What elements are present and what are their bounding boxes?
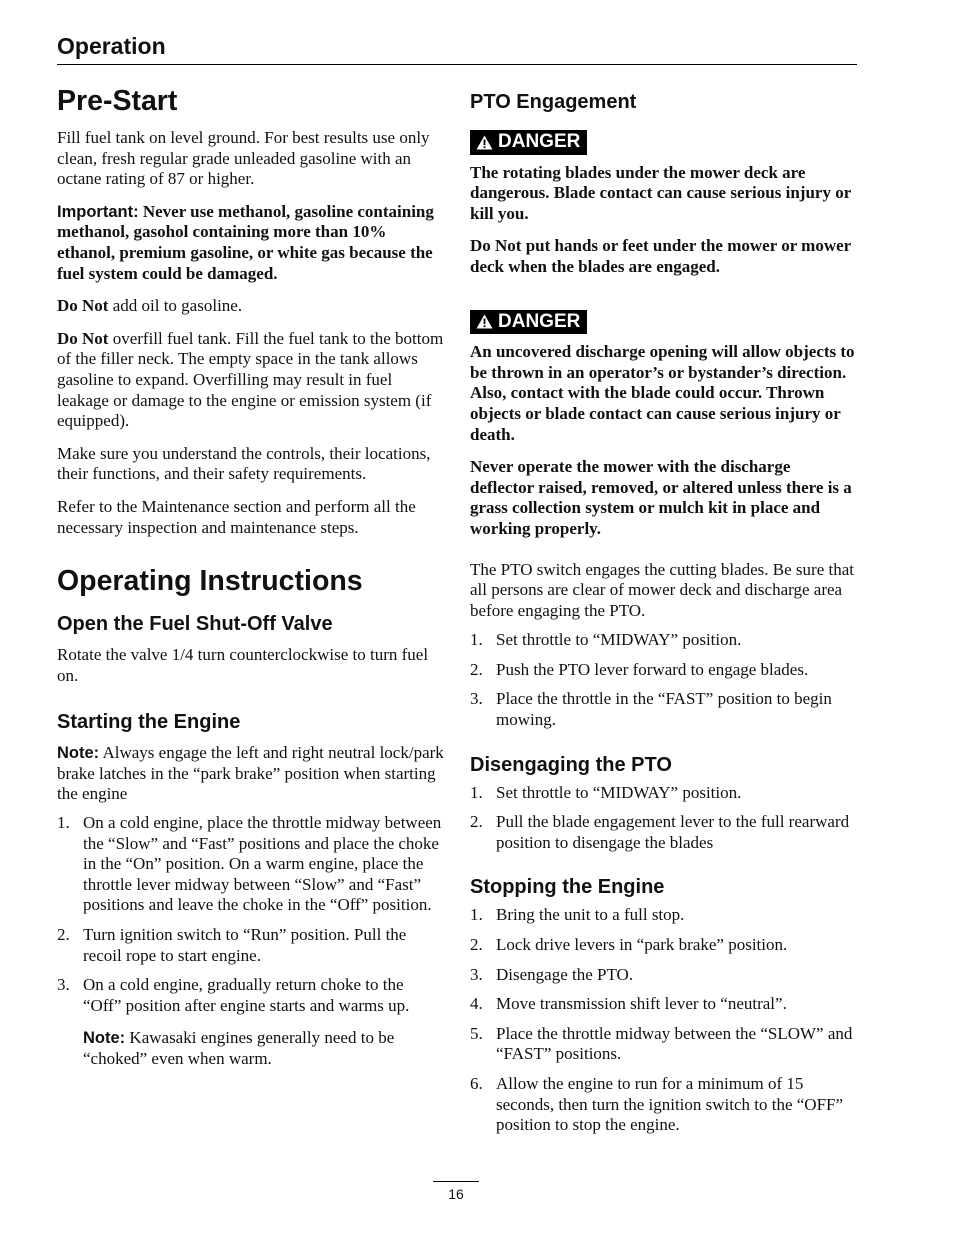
danger-paragraph: The rotating blades under the mower deck are dangerous. Blade contact can cause serious injury or kill you. — [470, 162, 851, 223]
operating-instructions-heading: Operating Instructions — [57, 565, 363, 598]
fuel-valve-text: Rotate the valve 1/4 turn counterclockwise to turn fuel on. — [57, 645, 429, 685]
danger-label — [470, 130, 587, 155]
page-number: 16 — [433, 1181, 479, 1202]
step-text: Pull the blade engagement lever to the full rearward position to disengage the blades — [496, 812, 850, 852]
header-rule — [57, 64, 857, 65]
important-label: Important: — [57, 202, 139, 221]
stopping-engine-heading: Stopping the Engine — [470, 876, 665, 899]
step-text: Set throttle to “MIDWAY” position. — [496, 782, 742, 802]
danger-paragraph: Do Not put hands or feet under the mower or mower deck when the blades are engaged. — [470, 236, 851, 276]
danger-message-blades — [470, 163, 857, 278]
step-number: 3. — [470, 964, 483, 984]
list-item — [470, 994, 857, 1015]
disengage-steps-list — [470, 783, 857, 854]
stop-steps-list — [470, 905, 857, 1135]
step-number: 5. — [470, 1023, 483, 1043]
start-steps-list — [57, 813, 444, 1016]
step-number: 1. — [470, 630, 483, 650]
important-notice — [57, 202, 444, 284]
warning-icon — [476, 135, 493, 150]
step-text: On a cold engine, place the throttle midway between the “Slow” and “Fast” positions and place the choke in the “On” position. On a warm engine, place the throttle lever midway between “Slow” and “Fast” positions and leave the choke in the “Off” position. — [83, 813, 442, 915]
step-number: 3. — [57, 975, 70, 995]
step-number: 2. — [57, 925, 70, 945]
no-overfill-paragraph — [57, 329, 444, 432]
no-overfill-text: overfill fuel tank. Fill the fuel tank to the bottom of the filler neck. The empty space in the tank allows gasoline to expand. Overfilling may result in fuel leakage or damage to the engine or emission system (if equipped). — [57, 328, 444, 431]
maintenance-paragraph: Refer to the Maintenance section and perform all the necessary inspection and maintenance steps. — [57, 496, 416, 537]
danger-paragraph: An uncovered discharge opening will allow objects to be thrown in an operator’s or bystander’s direction. Also, contact with the blade could occur. Thrown objects or blade contact can cause serious injury or death. — [470, 342, 855, 444]
step-number: 1. — [470, 905, 483, 925]
starting-engine-heading: Starting the Engine — [57, 711, 241, 734]
step-text: Set throttle to “MIDWAY” position. — [496, 630, 742, 650]
step-text: Push the PTO lever forward to engage blades. — [496, 659, 809, 679]
pre-start-heading: Pre-Start — [57, 85, 178, 117]
right-column — [470, 90, 857, 1148]
list-item — [470, 689, 857, 730]
step-number: 2. — [470, 935, 483, 955]
kawasaki-note — [57, 1028, 444, 1069]
note-text: Kawasaki engines generally need to be “choked” even when warm. — [83, 1028, 395, 1068]
step-text: Lock drive levers in “park brake” position. — [496, 935, 788, 955]
list-item — [470, 812, 857, 853]
step-text: Turn ignition switch to “Run” position. Pull the recoil rope to start engine. — [83, 925, 407, 965]
step-text: Place the throttle in the “FAST” position to begin mowing. — [496, 689, 832, 730]
step-text: Disengage the PTO. — [496, 964, 634, 984]
step-text: Move transmission shift lever to “neutral”. — [496, 994, 787, 1014]
disengaging-pto-heading: Disengaging the PTO — [470, 753, 672, 776]
important-text: Never use methanol, gasoline containing methanol, gasohol containing more than 10% ethanol, premium gasoline, or white gas because the fuel system could be damaged. — [57, 201, 434, 283]
pto-description: The PTO switch engages the cutting blades. Be sure that all persons are clear of mower deck and discharge area before engaging the PTO. — [470, 559, 854, 620]
step-number: 1. — [470, 782, 483, 802]
fuel-instructions-paragraph: Fill fuel tank on level ground. For best results use only clean, fresh regular grade unleaded gasoline with an octane rating of 87 or higher. — [57, 128, 430, 189]
danger-paragraph: Never operate the mower with the discharge deflector raised, removed, or altered unless there is a grass collection system or mulch kit in place and working properly. — [470, 457, 852, 538]
list-item — [470, 965, 857, 986]
list-item — [470, 1024, 857, 1065]
danger-text: DANGER — [498, 131, 581, 152]
no-oil-text: add oil to gasoline. — [108, 296, 243, 316]
pto-engagement-heading: PTO Engagement — [470, 91, 637, 113]
no-oil-paragraph — [57, 296, 444, 317]
step-number: 2. — [470, 812, 483, 832]
list-item — [470, 905, 857, 926]
warning-icon — [476, 314, 493, 329]
note-label: Note: — [57, 744, 100, 763]
pto-steps-list — [470, 630, 857, 730]
list-item — [57, 813, 444, 916]
list-item — [57, 925, 444, 966]
step-number: 4. — [470, 994, 483, 1014]
step-text: Place the throttle midway between the “SLOW” and “FAST” positions. — [496, 1023, 853, 1064]
fuel-valve-heading: Open the Fuel Shut-Off Valve — [57, 613, 333, 636]
do-not-label: Do Not — [57, 296, 109, 316]
step-text: On a cold engine, gradually return choke to the “Off” position after engine starts and warms up. — [83, 975, 410, 1015]
note-label: Note: — [83, 1029, 126, 1048]
step-number: 6. — [470, 1074, 483, 1093]
do-not-label: Do Not — [57, 328, 109, 348]
step-text: Bring the unit to a full stop. — [496, 905, 685, 925]
step-number: 1. — [57, 813, 70, 833]
list-item — [470, 935, 857, 956]
list-item — [470, 1074, 857, 1136]
step-number: 3. — [470, 689, 483, 709]
note-text: Always engage the left and right neutral lock/park brake latches in the “park brake” position when starting the engine — [57, 743, 444, 804]
step-text: Allow the engine to run for a minimum of 15 seconds, then turn the ignition switch to the “OFF” position to stop the engine. — [496, 1074, 844, 1135]
step-number: 2. — [470, 659, 483, 679]
left-column — [57, 84, 444, 1082]
danger-label — [470, 310, 587, 335]
list-item — [470, 783, 857, 804]
list-item — [57, 975, 444, 1016]
list-item — [470, 630, 857, 651]
start-note — [57, 743, 444, 805]
section-header: Operation — [57, 33, 166, 59]
danger-text: DANGER — [498, 310, 581, 332]
list-item — [470, 660, 857, 681]
danger-message-discharge — [470, 342, 857, 539]
controls-paragraph: Make sure you understand the controls, their locations, their functions, and their safety requirements. — [57, 443, 431, 484]
